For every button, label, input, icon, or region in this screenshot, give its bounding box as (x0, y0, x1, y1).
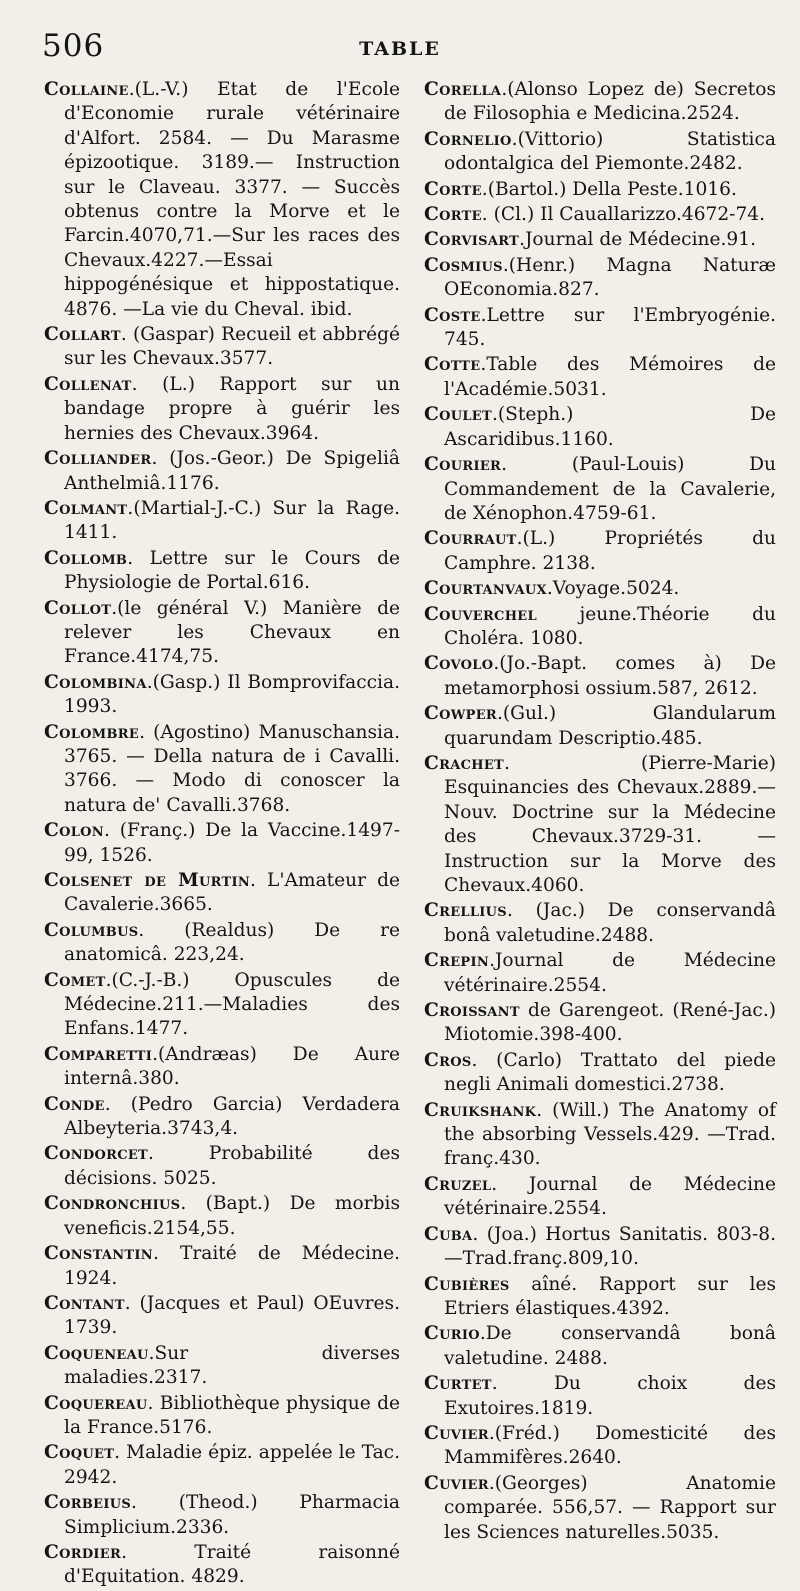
entry-name: Courraut (424, 528, 517, 550)
index-entry (424, 78, 776, 127)
entry-text: . (Jacques et Paul) OEuvres. 1739. (64, 1292, 400, 1339)
entry-name: Croissant (424, 1000, 520, 1022)
entry-text: . (Carlo) Trattato del piede negli Animali domestici.2738. (444, 1049, 776, 1096)
entry-text: . Lettre sur le Cours de Physiologie de Portal.616. (64, 547, 400, 594)
index-entry (44, 1541, 400, 1590)
entry-name: Corbeius (44, 1492, 132, 1514)
index-entry (424, 353, 776, 402)
entry-name: Curio (424, 1323, 480, 1345)
index-entry (44, 1342, 400, 1391)
entry-text: . (Pedro Garcia) Verdadera Albeyteria.3743,4. (64, 1093, 400, 1140)
entry-name: Cotte (424, 354, 481, 376)
entry-name: Cruikshank (424, 1099, 537, 1121)
index-entry (44, 547, 400, 596)
index-entry (44, 721, 400, 819)
index-entry (424, 702, 776, 751)
entry-name: Couverchel (424, 603, 537, 625)
entry-text: .(L.) Propriétés du Camphre. 2138. (444, 528, 776, 574)
index-entry (424, 1322, 776, 1371)
entry-text: .(Vittorio) Statistica odontalgica del Piemonte.2482. (444, 128, 776, 175)
entry-name: Coqueneau (44, 1342, 149, 1364)
entry-text: .(L.-V.) Etat de l'Ecole d'Economie rurale vétérinaire d'Alfort. 2584. — Du Marasme épizootique. 3189.— Instruction sur le Claveau. 3377. — Succès obtenus contre la Morve et le Farcin.4070,71.—Sur les races des Chevaux.4227.—Essai hippogénésique et hippostatique. 4876. —La vie du Cheval. ibid. (64, 79, 400, 320)
entry-text: .(Fréd.) Domesticité des Mammifères.2640. (444, 1422, 776, 1469)
entry-name: Cosmius (424, 254, 503, 276)
entry-name: Comparetti (44, 1043, 153, 1065)
page-number: 506 (42, 28, 105, 64)
entry-text: aîné. Rapport sur les Etriers élastiques.4392. (444, 1273, 776, 1319)
entry-name: Collomb (44, 547, 128, 569)
index-entry (44, 447, 400, 496)
index-entry (44, 1242, 400, 1291)
index-entry (424, 1099, 776, 1172)
entry-name: Colmant (44, 497, 128, 519)
index-entry (44, 1392, 400, 1441)
index-entry (424, 1422, 776, 1471)
entry-name: Corte (424, 178, 482, 200)
index-entry (44, 819, 400, 868)
entry-name: Condronchius (44, 1193, 181, 1215)
entry-name: Courier (424, 454, 502, 476)
index-entry (424, 603, 776, 652)
entry-text: .(Bartol.) Della Peste.1016. (481, 178, 737, 200)
entry-name: Crepin (424, 950, 490, 972)
index-column-left (44, 78, 400, 1591)
index-entry (424, 899, 776, 948)
entry-name: Cornelio (424, 128, 512, 150)
entry-name: Cuba (424, 1223, 473, 1245)
index-entry (424, 228, 776, 252)
index-entry (424, 752, 776, 898)
entry-name: Cros (424, 1049, 472, 1071)
entry-name: Crellius (424, 900, 507, 922)
entry-text: .De conservandâ bonâ valetudine. 2488. (444, 1323, 776, 1369)
entry-text: . (Paul-Louis) Du Commandement de la Cavalerie, de Xénophon.4759-61. (444, 454, 776, 524)
index-entry (424, 527, 776, 576)
entry-text: . (Jac.) De conservandâ bonâ valetudine.2488. (444, 900, 776, 946)
entry-text: .Sur diverses maladies.2317. (64, 1342, 400, 1389)
entry-name: Curtet (424, 1373, 492, 1395)
index-entry (424, 203, 776, 227)
entry-text: .(Martial-J.-C.) Sur la Rage. 1411. (64, 497, 400, 544)
entry-text: . (Cl.) Il Cauallarizzo.4672-74. (481, 204, 766, 226)
entry-text: . (Joa.) Hortus Sanitatis. 803-8. —Trad.franç.809,10. (444, 1223, 776, 1270)
entry-text: . (Agostino) Manuschansia. 3765. — Della natura de i Cavalli. 3766. — Modo di conoscer la natura de' Cavalli.3768. (64, 721, 400, 816)
index-entry (424, 652, 776, 701)
index-entry (424, 1372, 776, 1421)
entry-name: Corte (424, 204, 482, 226)
index-entry (44, 671, 400, 720)
entry-text: . (Theod.) Pharmacia Simplicium.2336. (64, 1492, 400, 1538)
entry-name: Cuvier (424, 1422, 489, 1444)
entry-text: .Voyage.5024. (546, 578, 680, 600)
entry-name: Cubières (424, 1273, 510, 1295)
entry-text: de Garengeot. (René-Jac.) Miotomie.398-400. (444, 1000, 776, 1046)
index-column-right (424, 78, 776, 1546)
entry-text: jeune.Théorie du Choléra. 1080. (444, 603, 776, 649)
entry-text: . Du choix des Exutoires.1819. (444, 1373, 776, 1419)
index-entry (44, 597, 400, 670)
entry-name: Colliander (44, 448, 152, 470)
index-entry (424, 453, 776, 526)
entry-name: Courtanvaux (424, 578, 547, 600)
index-entry (44, 1093, 400, 1142)
index-entry (424, 1472, 776, 1545)
entry-name: Comet (44, 969, 106, 991)
entry-text: .(Andræas) De Aure internâ.380. (64, 1043, 400, 1090)
entry-name: Cowper (424, 703, 498, 725)
entry-text: .(Gasp.) Il Bomprovifaccia. 1993. (64, 671, 400, 718)
entry-name: Collenat (44, 373, 132, 395)
entry-name: Colombre (44, 721, 140, 743)
entry-name: Columbus (44, 919, 139, 941)
index-entry (44, 78, 400, 322)
entry-text: . (L.) Rapport sur un bandage propre à guérir les hernies des Chevaux.3964. (64, 373, 400, 444)
index-entry (44, 1043, 400, 1092)
entry-name: Constantin (44, 1243, 153, 1265)
entry-text: .Lettre sur l'Embryogénie. 745. (444, 304, 776, 351)
entry-text: .(Henr.) Magna Naturæ OEconomia.827. (444, 254, 776, 301)
index-entry (424, 999, 776, 1048)
entry-text: . Traité raisonné d'Equitation. 4829. (64, 1541, 400, 1588)
entry-name: Cruzel (424, 1173, 492, 1195)
entry-name: Conde (44, 1093, 105, 1115)
entry-name: Contant (44, 1292, 125, 1314)
entry-text: . Journal de Médecine vétérinaire.2554. (444, 1173, 776, 1220)
entry-name: Collart (44, 324, 121, 346)
entry-name: Coulet (424, 404, 492, 426)
running-head: TABLE (359, 38, 441, 60)
entry-text: .(Gul.) Glandularum quarundam Descriptio.485. (444, 703, 776, 749)
index-entry (44, 919, 400, 968)
entry-text: . (Realdus) De re anatomicâ. 223,24. (64, 919, 400, 966)
index-entry (424, 577, 776, 601)
entry-text: . Probabilité des décisions. 5025. (64, 1143, 400, 1189)
entry-name: Coste (424, 304, 481, 326)
entry-text: . (Gaspar) Recueil et abbrégé sur les Chevaux.3577. (64, 324, 400, 370)
entry-text: . L'Amateur de Cavalerie.3665. (64, 870, 400, 916)
index-entry (424, 1273, 776, 1322)
index-entry (44, 1491, 400, 1540)
entry-name: Coquet (44, 1442, 115, 1464)
entry-text: .Table des Mémoires de l'Académie.5031. (444, 354, 776, 400)
entry-text: . Traité de Médecine. 1924. (64, 1243, 400, 1289)
entry-text: . (Jos.-Geor.) De Spigeliâ Anthelmiâ.1176. (64, 448, 400, 494)
index-entry (424, 1049, 776, 1098)
index-entry (44, 869, 400, 918)
entry-text: .Journal de Médecine vétérinaire.2554. (444, 950, 776, 996)
entry-name: Collot (44, 597, 112, 619)
entry-name: Cuvier (424, 1472, 489, 1494)
entry-text: .Journal de Médecine.91. (519, 229, 756, 251)
index-entry (424, 1173, 776, 1222)
entry-text: .(Steph.) De Ascaridibus.1160. (444, 404, 776, 450)
entry-name: Colsenet de Murtin (44, 870, 251, 891)
entry-name: Covolo (424, 653, 494, 675)
entry-text: . (Will.) The Anatomy of the absorbing Vessels.429. —Trad. franç.430. (444, 1099, 776, 1170)
entry-text: .(C.-J.-B.) Opuscules de Médecine.211.—Maladies des Enfans.1477. (64, 969, 400, 1040)
entry-text: .(le général V.) Manière de relever les Chevaux en France.4174,75. (64, 597, 400, 668)
index-entry (44, 497, 400, 546)
index-entry (424, 254, 776, 303)
entry-text: . (Bapt.) De morbis veneficis.2154,55. (64, 1193, 400, 1239)
entry-name: Corvisart (424, 229, 520, 251)
entry-name: Colon (44, 820, 104, 842)
index-entry (44, 1142, 400, 1191)
index-entry (44, 373, 400, 446)
entry-text: . (Pierre-Marie) Esquinancies des Chevaux.2889.—Nouv. Doctrine sur la Médecine des Chevaux.3729-31. — Instruction sur la Morve des Chevaux.4060. (444, 752, 776, 896)
entry-name: Coquereau (44, 1392, 148, 1414)
entry-text: .(Jo.-Bapt. comes à) De metamorphosi ossium.587, 2612. (444, 653, 776, 699)
index-entry (424, 949, 776, 998)
index-entry (424, 403, 776, 452)
entry-text: . (Franç.) De la Vaccine.1497-99, 1526. (64, 820, 400, 866)
index-entry (424, 128, 776, 177)
entry-name: Collaine (44, 79, 129, 100)
entry-name: Corella (424, 79, 502, 100)
index-entry (44, 969, 400, 1042)
index-entry (44, 1292, 400, 1341)
entry-name: Colombina (44, 671, 147, 693)
entry-text: .(Georges) Anatomie comparée. 556,57. — Rapport sur les Sciences naturelles.5035. (444, 1472, 776, 1543)
entry-name: Cordier (44, 1541, 122, 1563)
entry-text: . Maladie épiz. appelée le Tac. 2942. (64, 1442, 400, 1488)
index-entry (424, 1223, 776, 1272)
entry-text: . Bibliothèque physique de la France.5176. (64, 1392, 400, 1438)
index-entry (44, 1192, 400, 1241)
entry-name: Condorcet (44, 1143, 149, 1165)
index-entry (424, 304, 776, 353)
entry-name: Crachet (424, 752, 505, 774)
index-entry (44, 323, 400, 372)
entry-text: .(Alonso Lopez de) Secretos de Filosophia e Medicina.2524. (444, 79, 776, 125)
index-entry (424, 178, 776, 202)
index-entry (44, 1441, 400, 1490)
